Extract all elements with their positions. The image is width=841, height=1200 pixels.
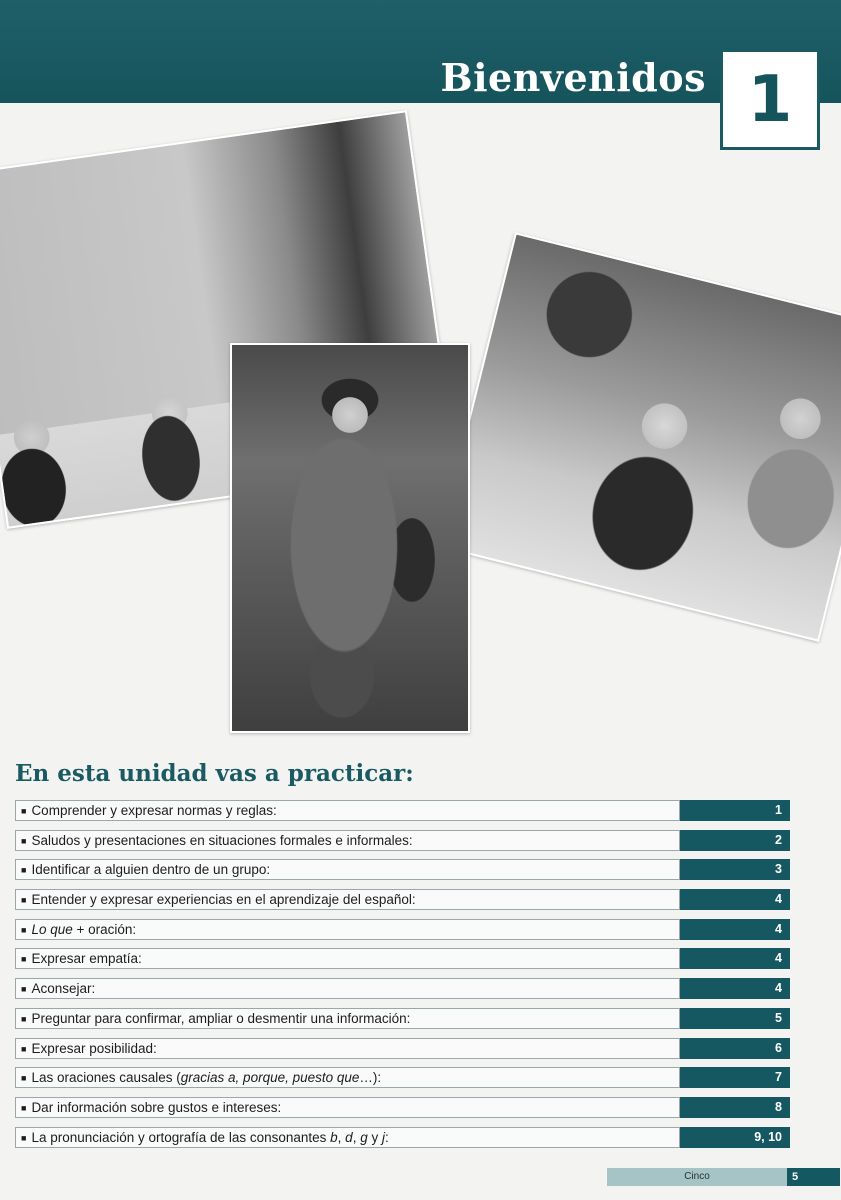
topic-letter-b: b (330, 1129, 338, 1145)
topic-label (15, 1008, 680, 1029)
topic-label (15, 1038, 680, 1059)
topic-row (15, 919, 790, 940)
topic-label (15, 800, 680, 821)
topic-text: …): (359, 1070, 382, 1086)
topic-label (15, 978, 680, 999)
topic-row (15, 830, 790, 851)
section-title: En esta unidad vas a practicar: (15, 760, 414, 787)
topic-text: Dar información sobre gustos e intereses: (31, 1099, 282, 1115)
unit-number: 1 (747, 62, 793, 137)
student-with-backpack-photo (230, 343, 470, 733)
bullet-icon: ■ (21, 806, 27, 816)
header-band (0, 0, 841, 103)
topic-label (15, 1097, 680, 1118)
topic-text: : (384, 1129, 389, 1145)
topic-row (15, 1008, 790, 1029)
topic-page-number: 4 (680, 889, 790, 910)
topic-text: Expresar empatía: (31, 951, 142, 967)
topic-text-italic: Lo que (31, 921, 73, 937)
footer-page-word: Cinco (607, 1168, 787, 1186)
topic-text: Saludos y presentaciones en situaciones formales e informales: (31, 832, 413, 848)
footer-page-number: 5 (787, 1168, 840, 1186)
bullet-icon: ■ (21, 1132, 27, 1143)
bullet-icon: ■ (21, 1013, 27, 1024)
topic-page-number: 6 (680, 1038, 790, 1059)
topic-row (15, 1038, 790, 1059)
bullet-icon: ■ (21, 835, 27, 846)
topic-row (15, 948, 790, 969)
unit-number-box (720, 49, 820, 150)
topic-label (15, 889, 680, 910)
topic-page-number: 4 (680, 948, 790, 969)
topic-page-number: 7 (680, 1067, 790, 1088)
topic-page-number: 2 (680, 830, 790, 851)
topic-row (15, 889, 790, 910)
bullet-icon: ■ (21, 1043, 27, 1054)
bullet-icon: ■ (21, 1073, 27, 1084)
topic-page-number: 4 (680, 919, 790, 940)
students-eating-together-photo (437, 232, 841, 642)
topic-text: La pronunciación y ortografía de las consonantes (31, 1129, 331, 1145)
topic-text: Aconsejar: (31, 981, 96, 997)
unit-title: Bienvenidos (440, 55, 706, 100)
topic-text: Comprender y expresar normas y reglas: (31, 803, 277, 818)
topic-text: Expresar posibilidad: (31, 1040, 157, 1056)
topic-text: Preguntar para confirmar, ampliar o desmentir una información: (31, 1010, 411, 1026)
topic-text-plus: + (72, 921, 89, 937)
topic-page-number: 3 (680, 859, 790, 880)
bullet-icon: ■ (21, 865, 27, 876)
topic-letter-g: g (360, 1129, 368, 1145)
topic-page-number: 5 (680, 1008, 790, 1029)
topic-row (15, 1097, 790, 1118)
topic-text-italic: gracias a, porque, puesto que (180, 1070, 360, 1086)
topic-text: , (352, 1129, 361, 1145)
topic-row (15, 1067, 790, 1088)
topic-label (15, 1127, 680, 1148)
topic-text: , (337, 1129, 346, 1145)
topic-text: Entender y expresar experiencias en el aprendizaje del español: (31, 892, 416, 908)
topic-letter-j: j (381, 1129, 385, 1145)
topic-row (15, 800, 790, 821)
topic-text: Identificar a alguien dentro de un grupo: (31, 862, 271, 878)
topic-page-number: 1 (680, 800, 790, 821)
topic-row (15, 978, 790, 999)
bullet-icon: ■ (21, 895, 27, 906)
topic-letter-d: d (345, 1129, 353, 1145)
topic-page-number: 4 (680, 978, 790, 999)
topic-list (15, 800, 790, 1156)
topic-label (15, 1067, 680, 1088)
topic-label (15, 919, 680, 940)
bullet-icon: ■ (21, 1102, 27, 1113)
bullet-icon: ■ (21, 954, 27, 965)
topic-label (15, 948, 680, 969)
bullet-icon: ■ (21, 984, 27, 995)
topic-text: y (367, 1129, 382, 1145)
topic-row (15, 859, 790, 880)
topic-row (15, 1127, 790, 1148)
bullet-icon: ■ (21, 924, 27, 935)
topic-text: oración: (88, 921, 137, 937)
topic-label (15, 830, 680, 851)
topic-label (15, 859, 680, 880)
topic-page-number: 9, 10 (680, 1127, 790, 1148)
topic-page-number: 8 (680, 1097, 790, 1118)
topic-text: Las oraciones causales ( (31, 1070, 181, 1086)
